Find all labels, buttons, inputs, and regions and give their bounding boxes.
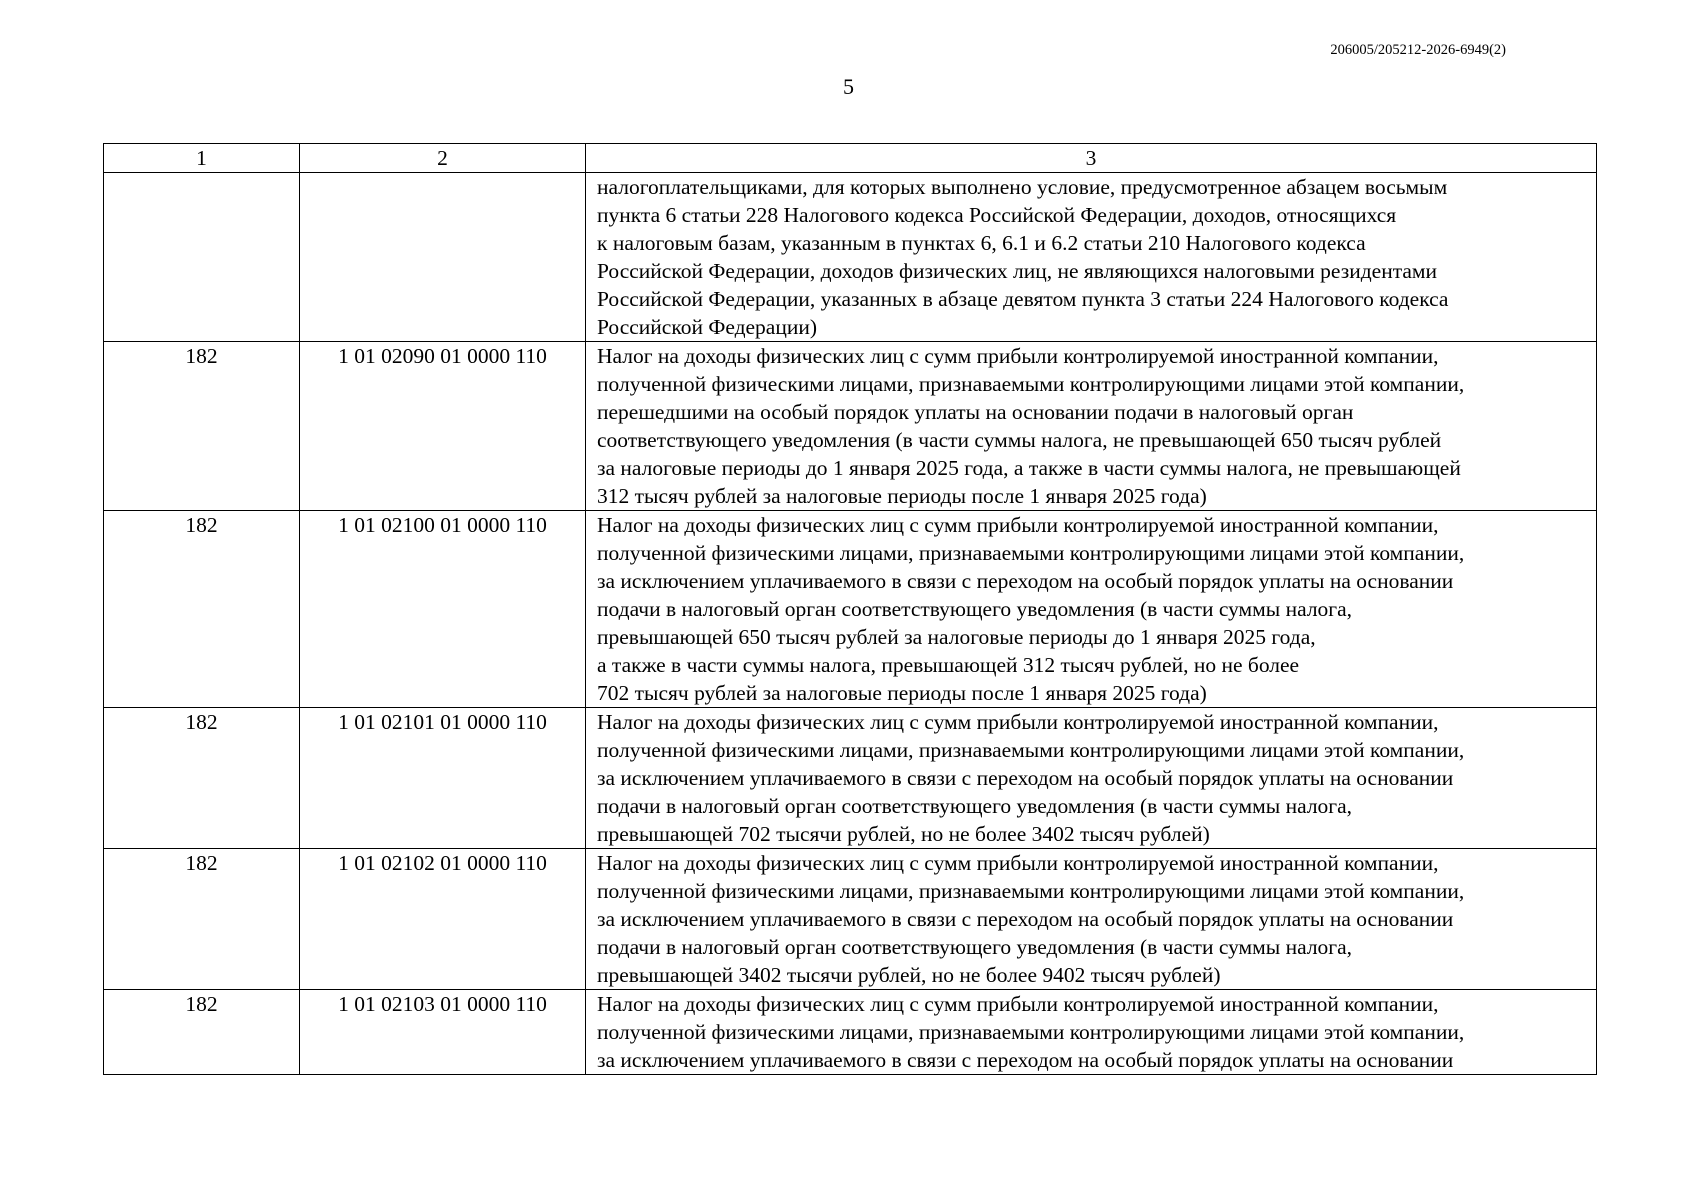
admin-code-cell: 182: [104, 511, 300, 708]
description-line: за исключением уплачиваемого в связи с переходом на особый порядок уплаты на основании: [597, 766, 1454, 790]
description-line: за исключением уплачиваемого в связи с переходом на особый порядок уплаты на основании: [597, 569, 1454, 593]
description-line: превышающей 3402 тысячи рублей, но не более 9402 тысяч рублей): [597, 963, 1221, 987]
description-line: за налоговые периоды до 1 января 2025 года, а также в части суммы налога, не превышающей: [597, 456, 1461, 480]
description-line: полученной физическими лицами, признаваемыми контролирующими лицами этой компании,: [597, 372, 1465, 396]
description-line: 312 тысяч рублей за налоговые периоды после 1 января 2025 года): [597, 484, 1207, 508]
description-line: пункта 6 статьи 228 Налогового кодекса Российской Федерации, доходов, относящихся: [597, 203, 1397, 227]
page-number: 5: [843, 74, 854, 99]
description-line: Российской Федерации): [597, 315, 818, 339]
budget-code-cell: 1 01 02101 01 0000 110: [300, 708, 586, 849]
description-line: Налог на доходы физических лиц с сумм прибыли контролируемой иностранной компании,: [597, 513, 1439, 537]
description-line: превышающей 650 тысяч рублей за налоговые периоды до 1 января 2025 года,: [597, 625, 1316, 649]
description-cell: [586, 511, 1597, 708]
description-line: налогоплательщиками, для которых выполнено условие, предусмотренное абзацем восьмым: [597, 175, 1448, 199]
admin-code-cell: 182: [104, 849, 300, 990]
table-row: [104, 173, 1597, 342]
description-line: соответствующего уведомления (в части суммы налога, не превышающей 650 тысяч рублей: [597, 428, 1442, 452]
table-row: [104, 990, 1597, 1075]
description-cell: [586, 849, 1597, 990]
description-line: за исключением уплачиваемого в связи с переходом на особый порядок уплаты на основании: [597, 1048, 1454, 1072]
description-line: полученной физическими лицами, признаваемыми контролирующими лицами этой компании,: [597, 879, 1465, 903]
description-cell: [586, 173, 1597, 342]
description-line: превышающей 702 тысячи рублей, но не более 3402 тысяч рублей): [597, 822, 1210, 846]
description-line: Налог на доходы физических лиц с сумм прибыли контролируемой иностранной компании,: [597, 344, 1439, 368]
description-cell: [586, 708, 1597, 849]
admin-code-cell: 182: [104, 990, 300, 1075]
admin-code-cell: 182: [104, 708, 300, 849]
budget-code-cell: 1 01 02090 01 0000 110: [300, 342, 586, 511]
column-header-1: 1: [104, 144, 300, 173]
description-line: за исключением уплачиваемого в связи с переходом на особый порядок уплаты на основании: [597, 907, 1454, 931]
description-cell: [586, 990, 1597, 1075]
description-line: полученной физическими лицами, признаваемыми контролирующими лицами этой компании,: [597, 1020, 1465, 1044]
classification-table: [103, 143, 1597, 1075]
column-header-3: 3: [586, 144, 1597, 173]
table-header-row: [104, 144, 1597, 173]
table-row: [104, 342, 1597, 511]
description-line: подачи в налоговый орган соответствующего уведомления (в части суммы налога,: [597, 597, 1353, 621]
description-line: подачи в налоговый орган соответствующего уведомления (в части суммы налога,: [597, 794, 1353, 818]
description-line: Налог на доходы физических лиц с сумм прибыли контролируемой иностранной компании,: [597, 851, 1439, 875]
description-line: перешедшими на особый порядок уплаты на основании подачи в налоговый орган: [597, 400, 1354, 424]
budget-code-cell: [300, 173, 586, 342]
description-line: Российской Федерации, доходов физических лиц, не являющихся налоговыми резидентами: [597, 259, 1438, 283]
table-row: [104, 511, 1597, 708]
description-cell: [586, 342, 1597, 511]
column-header-2: 2: [300, 144, 586, 173]
budget-code-cell: 1 01 02103 01 0000 110: [300, 990, 586, 1075]
description-line: Налог на доходы физических лиц с сумм прибыли контролируемой иностранной компании,: [597, 992, 1439, 1016]
description-line: полученной физическими лицами, признаваемыми контролирующими лицами этой компании,: [597, 738, 1465, 762]
description-line: Налог на доходы физических лиц с сумм прибыли контролируемой иностранной компании,: [597, 710, 1439, 734]
budget-code-cell: 1 01 02102 01 0000 110: [300, 849, 586, 990]
table-row: [104, 849, 1597, 990]
description-line: 702 тысяч рублей за налоговые периоды после 1 января 2025 года): [597, 681, 1207, 705]
description-line: полученной физическими лицами, признаваемыми контролирующими лицами этой компании,: [597, 541, 1465, 565]
document-id: 206005/205212-2026-6949(2): [1330, 42, 1506, 58]
table-row: [104, 708, 1597, 849]
description-line: к налоговым базам, указанным в пунктах 6, 6.1 и 6.2 статьи 210 Налогового кодекса: [597, 231, 1366, 255]
description-line: а также в части суммы налога, превышающей 312 тысяч рублей, но не более: [597, 653, 1300, 677]
budget-code-cell: 1 01 02100 01 0000 110: [300, 511, 586, 708]
admin-code-cell: [104, 173, 300, 342]
admin-code-cell: 182: [104, 342, 300, 511]
description-line: подачи в налоговый орган соответствующего уведомления (в части суммы налога,: [597, 935, 1353, 959]
description-line: Российской Федерации, указанных в абзаце девятом пункта 3 статьи 224 Налогового кодекса: [597, 287, 1449, 311]
